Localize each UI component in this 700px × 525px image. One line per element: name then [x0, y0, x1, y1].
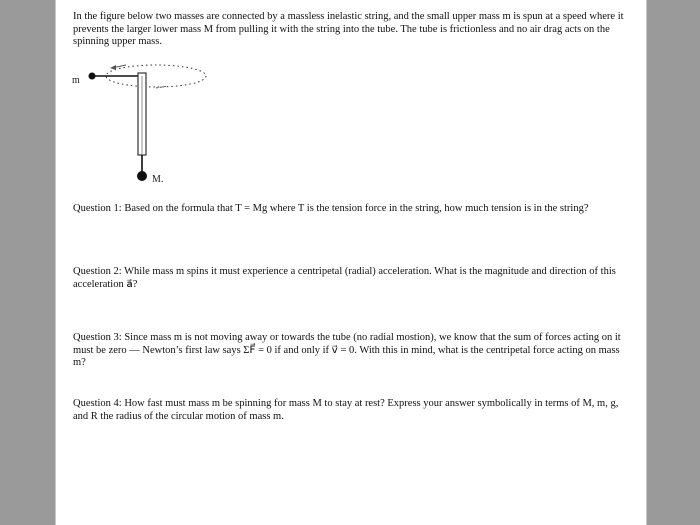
document-page	[55, 0, 647, 525]
question-1: Question 1: Based on the formula that T = Mg where T is the tension force in the string, how much tension is in the string?	[73, 203, 589, 214]
mass-tube-figure	[56, 55, 256, 195]
large-mass	[137, 171, 147, 181]
question-2: Question 2: While mass m spins it must experience a centripetal (radial) acceleration. What is the magnitude and direction of this acceleration a⃗?	[73, 266, 616, 290]
velocity-arrow-head	[110, 65, 116, 70]
small-mass	[89, 73, 96, 80]
question-3: Question 3: Since mass m is not moving away or towards the tube (no radial mostion), we know that the sum of forces acting on it must be zero — Newton’s first law says ΣF⃗ = 0 if and only if v⃗ = 0. With this in mind, what is the centripetal force acting on mass m?	[73, 332, 621, 368]
problem-intro: In the figure below two masses are connected by a massless inelastic string, and the small upper mass m is spun at a speed where it prevents the larger lower mass M from pulling it with the string into the tube. The tube is frictionless and no air drag acts on the spinning upper mass.	[73, 11, 624, 47]
small-mass-label: m	[72, 75, 80, 86]
large-mass-label: M.	[152, 174, 164, 185]
question-4: Question 4: How fast must mass m be spinning for mass M to stay at rest? Express your answer symbolically in terms of M, m, g, and R the radius of the circular motion of mass m.	[73, 398, 619, 422]
